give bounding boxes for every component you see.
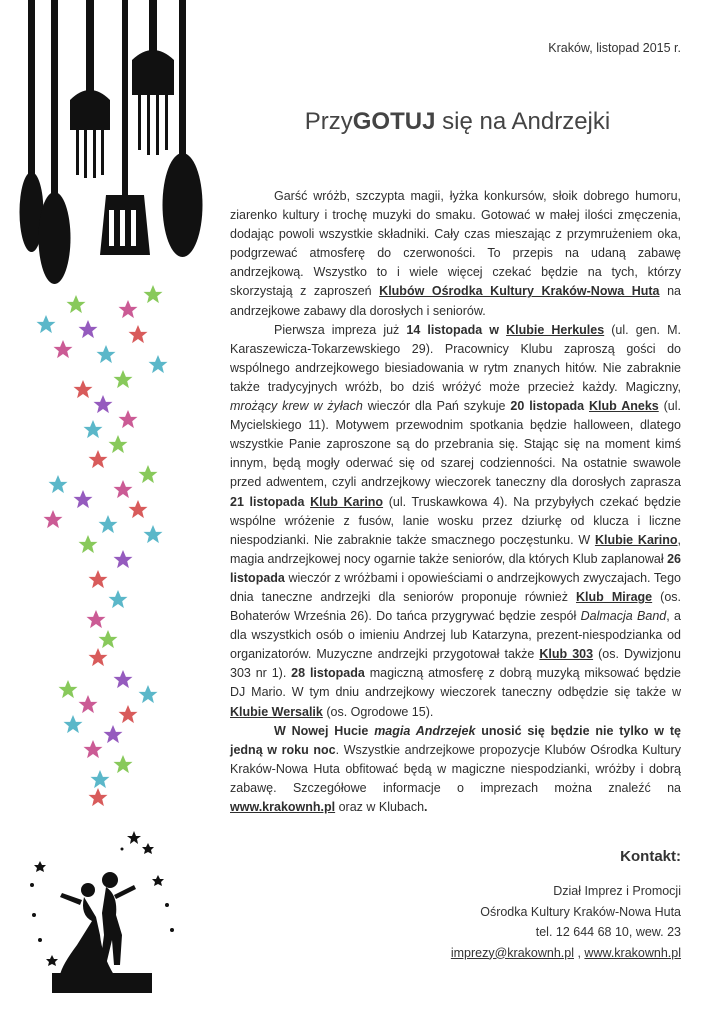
link-klub-303[interactable]: Klub 303 <box>539 647 594 662</box>
paragraph-summary <box>230 722 681 817</box>
link-klubie-karino[interactable]: Klubie Karino <box>594 532 678 547</box>
bold-text: W Nowej Hucie <box>274 723 375 738</box>
contact-department: Dział Imprez i Promocji <box>553 884 681 898</box>
text-run: (os. Dywizjonu 303 nr 1). <box>230 647 681 681</box>
text-run: (os. Ogrodowe 15). <box>322 704 434 719</box>
event-date: 14 listopada w <box>406 322 507 337</box>
event-date: 26 listopada <box>230 551 681 585</box>
text-run: wieczór z wróżbami i opowieściami o andrzejkowych zwyczajach. Tego dnia taneczne andrzejki dla seniorów proponuje również <box>230 570 681 604</box>
contact-separator: , <box>574 945 585 960</box>
event-date: 20 listopada <box>510 399 585 414</box>
link-kluby-okn[interactable]: Klubów Ośrodka Kultury Kraków-Nowa Huta <box>379 284 660 299</box>
title-bold: GOTUJ <box>352 108 436 135</box>
contact-phone: tel. 12 644 68 10, wew. 23 <box>535 925 681 939</box>
utensils-icon <box>14 0 204 290</box>
link-klub-aneks[interactable]: Klub Aneks <box>588 399 659 414</box>
contact-block <box>451 881 681 963</box>
text-run: magiczną atmosferę z dobrą muzyką miksować będzie DJ Mario. W tym dniu andrzejkowy wieczorek taneczny odbędzie się także w <box>230 666 681 700</box>
link-klub-mirage[interactable]: Klub Mirage <box>576 589 653 604</box>
event-date: 28 listopada <box>291 666 365 681</box>
link-klub-wersalik[interactable]: Klubie Wersalik <box>230 704 323 719</box>
link-klub-herkules[interactable]: Klubie Herkules <box>506 322 605 337</box>
document-date: Kraków, listopad 2015 r. <box>548 41 681 55</box>
event-date: 21 listopada <box>230 494 305 509</box>
stars-icon <box>28 280 188 810</box>
text-run: (ul. gen. M. Karaszewicza-Tokarzewskiego 29). Pracownicy Klubu zaproszą gości do wspólnego andrzejkowego biesiadowania w rytm znanych hitów. Nie zabraknie także tradycyjnych wróżb, bo dziś wróżyć może przecież każdy. Magiczny, <box>230 322 681 394</box>
italic-bold-text: magia Andrzejek <box>374 723 476 738</box>
article-body <box>230 187 681 817</box>
text-run: (ul. Truskawkowa 4). Na przybyłych czekać będzie wspólne wróżenie z fusów, lanie wosku przez dziurkę od klucza i liczne niespodzianki. Nie zabraknie także smacznego poczęstunku. W <box>230 494 681 547</box>
text-run: (os. Bohaterów Września 26). Do tańca przygrywać będzie zespół <box>230 589 681 624</box>
dancers-icon <box>22 825 182 1000</box>
paragraph-intro <box>230 187 681 321</box>
text-run: na andrzejkowe zabawy dla dorosłych i seniorów. <box>230 284 681 318</box>
text-run: Pierwsza impreza już <box>274 322 407 337</box>
contact-heading: Kontakt: <box>620 848 681 865</box>
title-prefix: Przy <box>304 108 353 135</box>
text-run: . <box>424 800 428 814</box>
text-run: , magia andrzejkowej nocy ogarnie także seniorów, dla których Klub zaplanował <box>230 532 681 566</box>
paragraph-events <box>230 321 681 722</box>
text-run: , a dla wszystkich osób o imieniu Andrzej lub Katarzyna, prezent-niespodzianka od organizatorów. Muzyczne andrzejki przygotował także <box>230 609 682 662</box>
bold-text: unosić się będzie nie tylko w tę jedną w roku noc <box>230 723 681 757</box>
text-run: oraz w Klubach <box>335 800 425 814</box>
page-title <box>230 108 685 136</box>
title-suffix: się na Andrzejki <box>435 108 611 135</box>
contact-email-link[interactable]: imprezy@krakownh.pl <box>450 945 574 960</box>
italic-text: mrożący krew w żyłach <box>230 399 363 414</box>
text-run: Garść wróżb, szczypta magii, łyżka konkursów, słoik dobrego humoru, ziarenko kultury i trochę muzyki do smaku. Gotować w małej ilości zmęczenia, dodając powoli wszystkie składniki. Cały czas mieszając z przymrużeniem oka, podgrzewać atmosferę do czerwoności. To przepis na udaną zabawę andrzejkową. Wszystko to i wiele więcej czekać będzie na tych, którzy skorzystają z zaproszeń <box>230 189 681 299</box>
contact-organization: Ośrodka Kultury Kraków-Nowa Huta <box>480 904 681 919</box>
link-klub-karino[interactable]: Klub Karino <box>310 494 384 509</box>
italic-text: Dalmacja Band <box>580 609 667 624</box>
text-run: . Wszystkie andrzejkowe propozycje Klubów Ośrodka Kultury Kraków-Nowa Huta obfitować będą w magiczne niespodzianki, wróżby i dobrą zabawę. Szczegółowe informacje o imprezach można znaleźć na <box>230 742 681 795</box>
link-website[interactable]: www.krakownh.pl <box>230 800 336 814</box>
contact-website-link[interactable]: www.krakownh.pl <box>584 945 681 960</box>
contact-links <box>451 943 681 964</box>
text-run: wieczór dla Pań szykuje <box>362 399 511 414</box>
text-run: (ul. Mycielskiego 11). Motywem przewodnim spotkania będzie halloween, dlatego wszystkie Panie zaproszone są do przebrania się. Stając się na moment kimś innym, będą mogły oderwać się od szarej codzienności. Na ostatnie swawole przed adwentem, czyli andrzejkowy wieczorek taneczny dla dorosłych zaprasza <box>230 399 682 490</box>
